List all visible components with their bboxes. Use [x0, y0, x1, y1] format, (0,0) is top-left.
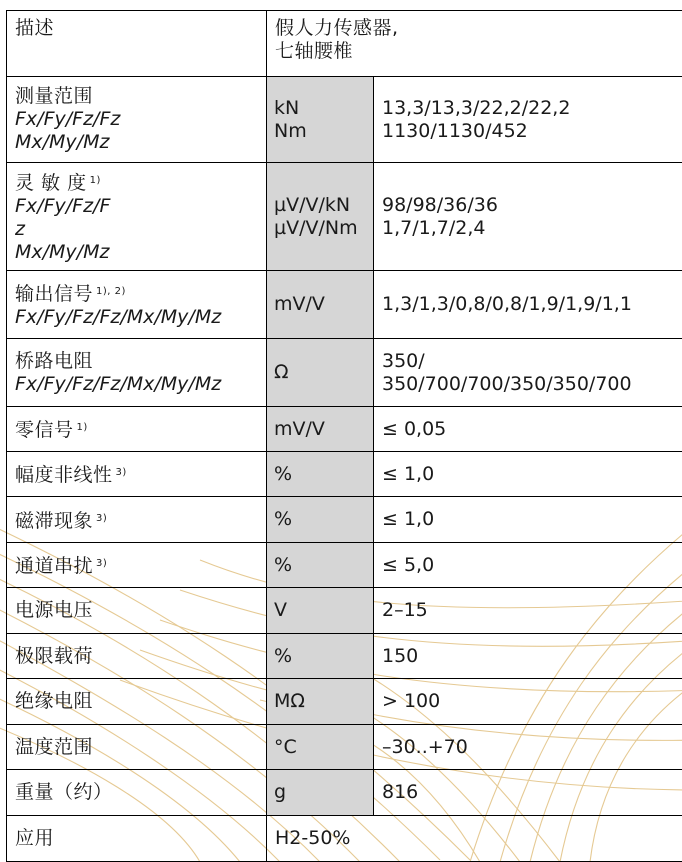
header-value	[267, 11, 682, 77]
table-row	[7, 407, 682, 452]
row-value: ≤ 1,0	[374, 497, 682, 543]
row-label: 零信号	[15, 419, 74, 441]
row-unit-cell	[267, 339, 374, 407]
row-label: 幅度非线性	[15, 464, 113, 486]
table-row	[7, 679, 682, 725]
row-value: 1,3/1,3/0,8/0,8/1,9/1,9/1,1	[382, 293, 632, 315]
row-unit: Nm	[274, 119, 307, 142]
row-unit: °C	[267, 725, 374, 770]
row-unit: %	[267, 497, 374, 543]
row-unit: MΩ	[267, 679, 374, 725]
row-unit: mV/V	[274, 293, 325, 315]
row-value: 98/98/36/36	[382, 193, 498, 216]
row-label: 输出信号	[15, 283, 94, 305]
table-row	[7, 588, 682, 634]
row-label: 电源电压	[7, 588, 267, 634]
row-label-cell	[7, 163, 267, 271]
row-unit: %	[267, 634, 374, 679]
footnote-marker: 3)	[96, 512, 108, 524]
row-value: 150	[374, 634, 682, 679]
row-value-cell	[374, 271, 682, 339]
header-value-line2: 七轴腰椎	[275, 40, 354, 62]
row-value: 1130/1130/452	[382, 119, 528, 142]
spec-table	[6, 10, 682, 862]
footnote-marker: 3)	[115, 467, 127, 478]
table-row	[7, 452, 682, 497]
row-unit: mV/V	[267, 407, 374, 452]
row-value: 2–15	[374, 588, 682, 634]
table-row	[7, 497, 682, 543]
application-label: 应用	[7, 816, 267, 862]
row-label: 磁滞现象	[15, 509, 94, 532]
row-unit-cell	[267, 163, 374, 271]
table-row	[7, 271, 682, 339]
table-row	[7, 634, 682, 679]
row-unit-cell	[267, 271, 374, 339]
row-value: 13,3/13,3/22,2/22,2	[382, 96, 571, 119]
row-unit: %	[267, 452, 374, 497]
row-unit-cell	[267, 77, 374, 163]
row-value: 350/ 350/700/700/350/350/700	[382, 349, 632, 395]
header-row	[7, 11, 682, 77]
row-label: 桥路电阻	[15, 349, 94, 372]
row-sub: Fx/Fy/Fz/Fz/Mx/My/Mz	[15, 306, 222, 328]
row-sub: Fx/Fy/Fz/Fz	[15, 108, 121, 130]
row-unit: V	[267, 588, 374, 634]
table-row	[7, 163, 682, 271]
row-unit: %	[267, 543, 374, 588]
header-label: 描述	[7, 11, 267, 77]
row-label-cell	[7, 271, 267, 339]
row-unit: µV/V/kN	[274, 193, 351, 216]
row-value: ≤ 5,0	[374, 543, 682, 588]
row-sub: z	[15, 218, 25, 240]
application-value: H2-50%	[267, 816, 682, 862]
row-value: –30..+70	[374, 725, 682, 770]
row-label-cell	[7, 407, 267, 452]
row-unit: g	[267, 770, 374, 816]
row-value-cell	[374, 77, 682, 163]
row-value-cell	[374, 339, 682, 407]
row-label-cell	[7, 339, 267, 407]
header-value-line1: 假人力传感器,	[275, 17, 399, 39]
row-label: 极限载荷	[7, 634, 267, 679]
row-value: ≤ 1,0	[374, 452, 682, 497]
row-sub: Fx/Fy/Fz/Fz/Mx/My/Mz	[15, 372, 222, 395]
table-row	[7, 77, 682, 163]
row-label-cell	[7, 452, 267, 497]
row-sub: Mx/My/Mz	[15, 131, 110, 153]
row-unit: Ω	[274, 361, 289, 383]
row-label: 灵 敏 度	[15, 172, 87, 194]
application-row	[7, 816, 682, 862]
footnote-marker: 1)	[76, 422, 88, 433]
footnote-marker: 3)	[96, 558, 108, 569]
table-row	[7, 339, 682, 407]
row-label: 绝缘电阻	[7, 679, 267, 725]
row-label: 温度范围	[7, 725, 267, 770]
row-value: 816	[374, 770, 682, 816]
row-value: ≤ 0,05	[374, 407, 682, 452]
row-value-cell	[374, 163, 682, 271]
row-label-cell	[7, 543, 267, 588]
row-unit: kN	[274, 96, 300, 119]
row-label-cell	[7, 497, 267, 543]
table-row	[7, 770, 682, 816]
row-label: 重量（约）	[7, 770, 267, 816]
footnote-marker: 1)	[89, 175, 101, 186]
row-unit: µV/V/Nm	[274, 216, 358, 239]
row-label-cell	[7, 77, 267, 163]
row-value: 1,7/1,7/2,4	[382, 216, 486, 239]
row-label: 测量范围	[15, 85, 94, 107]
table-row	[7, 725, 682, 770]
footnote-marker: 1), 2)	[96, 286, 126, 297]
row-value: > 100	[374, 679, 682, 725]
table-row	[7, 543, 682, 588]
row-label: 通道串扰	[15, 555, 94, 577]
row-sub: Fx/Fy/Fz/F	[15, 195, 111, 217]
row-sub: Mx/My/Mz	[15, 241, 110, 263]
